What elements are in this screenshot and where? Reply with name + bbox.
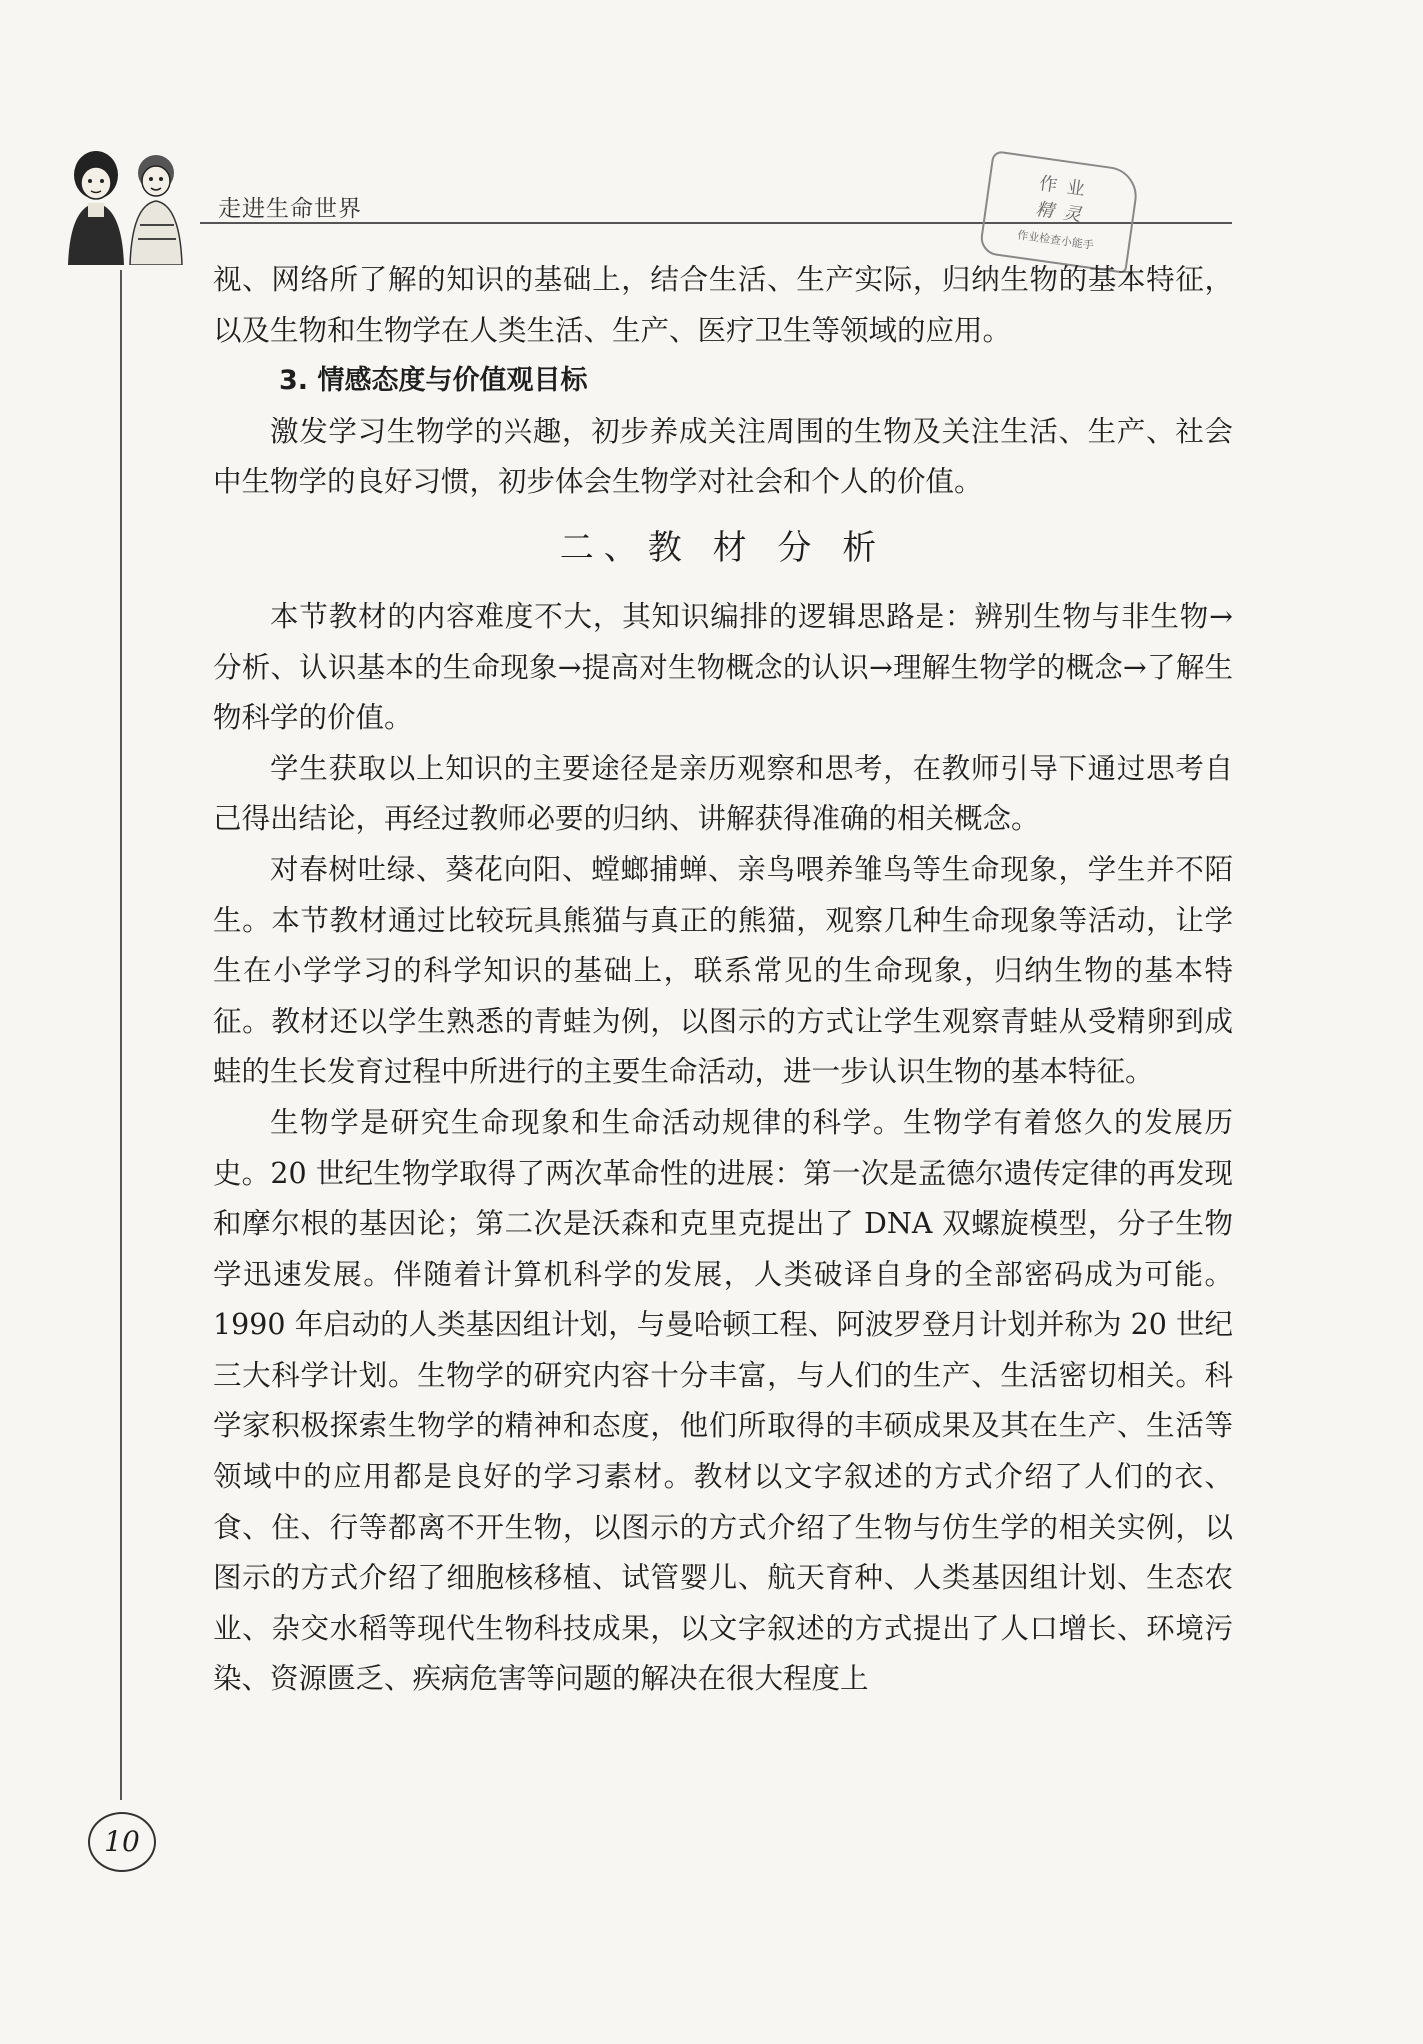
paragraph: 本节教材的内容难度不大，其知识编排的逻辑思路是：辨别生物与非生物→分析、认识基本的生命现象→提高对生物概念的认识→理解生物学的概念→了解生物科学的价值。 bbox=[213, 599, 1233, 735]
chapter-header-title: 走进生命世界 bbox=[218, 196, 362, 222]
paragraph-continued: 视、网络所了解的知识的基础上，结合生活、生产实际，归纳生物的基本特征，以及生物和生物学在人类生活、生产、医疗卫生等领域的应用。 bbox=[213, 263, 1233, 347]
section-title: 二、教 材 分 析 bbox=[559, 527, 887, 568]
paragraph: 激发学习生物学的兴趣，初步养成关注周围的生物及关注生活、生产、社会中生物学的良好习惯，初步体会生物学对社会和个人的价值。 bbox=[213, 414, 1233, 499]
paragraph: 学生获取以上知识的主要途径是亲历观察和思考，在教师引导下通过思考自己得出结论，再经过教师必要的归纳、讲解获得准确的相关概念。 bbox=[213, 751, 1233, 836]
body-text bbox=[213, 255, 1233, 1705]
page-number: 10 bbox=[88, 1812, 156, 1872]
cartoon-students-icon bbox=[58, 145, 198, 265]
subheading-values-goals: 3. 情感态度与价值观目标 bbox=[279, 365, 588, 397]
stamp-line-3: 作业检查小能手 bbox=[1016, 228, 1095, 253]
stamp-line-2: 精 灵 bbox=[1034, 198, 1085, 227]
side-margin-line bbox=[120, 270, 122, 1800]
paragraph: 生物学是研究生命现象和生命活动规律的科学。生物学有着悠久的发展历史。20 世纪生物学取得了两次革命性的进展：第一次是孟德尔遗传定律的再发现和摩尔根的基因论；第二次是沃森和克里克提出了 DNA 双螺旋模型，分子生物学迅速发展。伴随着计算机科学的发展，人类破译自身的全部密码成为可能。1990 年启动的人类基因组计划，与曼哈顿工程、阿波罗登月计划并称为 20 世纪三大科学计划。生物学的研究内容十分丰富，与人们的生产、生活密切相关。科学家积极探索生物学的精神和态度，他们所取得的丰硕成果及其在生产、生活等领域中的应用都是良好的学习素材。教材以文字叙述的方式介绍了人们的衣、食、住、行等都离不开生物，以图示的方式介绍了生物与仿生学的相关实例，以图示的方式介绍了细胞核移植、试管婴儿、航天育种、人类基因组计划、生态农业、杂交水稻等现代生物科技成果，以文字叙述的方式提出了人口增长、环境污染、资源匮乏、疾病危害等问题的解决在很大程度上 bbox=[213, 1105, 1233, 1696]
stamp-line-1: 作 业 bbox=[1037, 173, 1089, 201]
paragraph: 对春树吐绿、葵花向阳、螳螂捕蝉、亲鸟喂养雏鸟等生命现象，学生并不陌生。本节教材通过比较玩具熊猫与真正的熊猫，观察几种生命现象等活动，让学生在小学学习的科学知识的基础上，联系常见的生命现象，归纳生物的基本特征。教材还以学生熟悉的青蛙为例，以图示的方式让学生观察青蛙从受精卵到成蛙的生长发育过程中所进行的主要生命活动，进一步认识生物的基本特征。 bbox=[213, 852, 1233, 1089]
